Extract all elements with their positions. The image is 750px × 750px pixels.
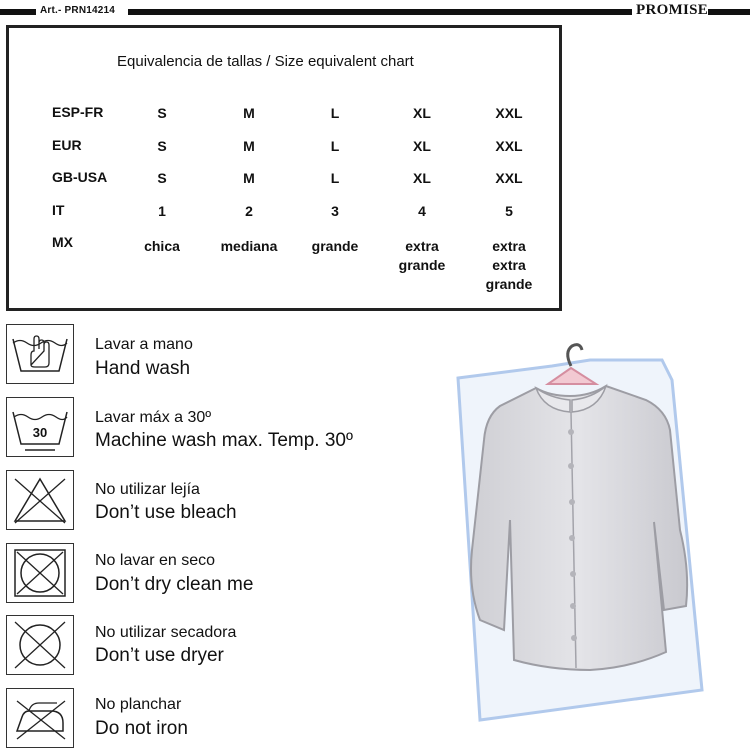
size-cell: 4 (418, 203, 426, 219)
care-label-es: No lavar en seco (95, 552, 216, 569)
header-rule-left (0, 9, 36, 15)
size-cell: M (243, 170, 255, 186)
size-cell: XL (413, 170, 431, 186)
care-symbol-box (6, 543, 74, 603)
size-cell: XXL (495, 105, 523, 121)
size-cell: 5 (505, 203, 513, 219)
size-cell: M (243, 138, 255, 154)
size-cell: XL (413, 105, 431, 121)
care-symbol-box (6, 470, 74, 530)
care-label-en: Machine wash max. Temp. 30º (95, 430, 353, 451)
care-label-es: Lavar a mano (95, 336, 193, 353)
size-cell: grande (311, 238, 359, 254)
size-cell: S (157, 138, 167, 154)
size-row-label: ESP-FR (52, 104, 104, 120)
no-dry-clean-icon (7, 544, 73, 602)
care-label-es: No utilizar secadora (95, 624, 237, 641)
brand-name: PROMISE (636, 2, 709, 18)
size-cell: XXL (495, 138, 523, 154)
size-cell: 3 (331, 203, 339, 219)
care-symbol-box (6, 397, 74, 457)
size-cell: M (243, 105, 255, 121)
care-symbol-box (6, 615, 74, 675)
size-row-label: IT (52, 202, 65, 218)
care-label-es: No planchar (95, 696, 182, 713)
size-cell: 2 (245, 203, 253, 219)
no-bleach-icon (7, 471, 73, 529)
size-cell: 1 (158, 203, 166, 219)
no-iron-icon (7, 689, 73, 747)
size-cell: S (157, 170, 167, 186)
no-tumble-dry-icon (7, 616, 73, 674)
garment-in-bag-illustration (440, 330, 730, 730)
article-number: Art.- PRN14214 (40, 5, 116, 16)
care-label-en: Don’t use dryer (95, 645, 224, 666)
size-cell: chica (144, 238, 180, 254)
care-label-en: Hand wash (95, 358, 191, 379)
size-cell: mediana (220, 238, 278, 254)
size-chart (6, 25, 562, 311)
size-cell: XL (413, 138, 431, 154)
size-cell: L (330, 105, 340, 121)
wash-temperature: 30 (32, 425, 48, 440)
size-row-label: EUR (52, 137, 82, 153)
machine-wash-30-icon (7, 398, 73, 456)
care-label-es: Lavar máx a 30º (95, 409, 212, 426)
header-rule-middle (128, 9, 632, 15)
size-row-label: GB-USA (52, 169, 108, 185)
care-symbol-box (6, 324, 74, 384)
size-row-label: MX (52, 234, 73, 250)
care-label-en: Do not iron (95, 718, 188, 739)
size-cell: L (330, 170, 340, 186)
care-label-en: Don’t use bleach (95, 502, 237, 523)
care-symbol-box (6, 688, 74, 748)
hand-wash-icon (7, 325, 73, 383)
size-cell: L (330, 138, 340, 154)
size-cell: extra extra grande (485, 238, 533, 292)
care-label-es: No utilizar lejía (95, 481, 200, 498)
size-chart-title: Equivalencia de tallas / Size equivalent chart (117, 53, 414, 70)
coat-body (471, 386, 687, 670)
size-cell: S (157, 105, 167, 121)
header-rule-right (708, 9, 750, 15)
size-cell: extra grande (398, 238, 446, 273)
size-cell: XXL (495, 170, 523, 186)
care-label-en: Don’t dry clean me (95, 574, 254, 595)
